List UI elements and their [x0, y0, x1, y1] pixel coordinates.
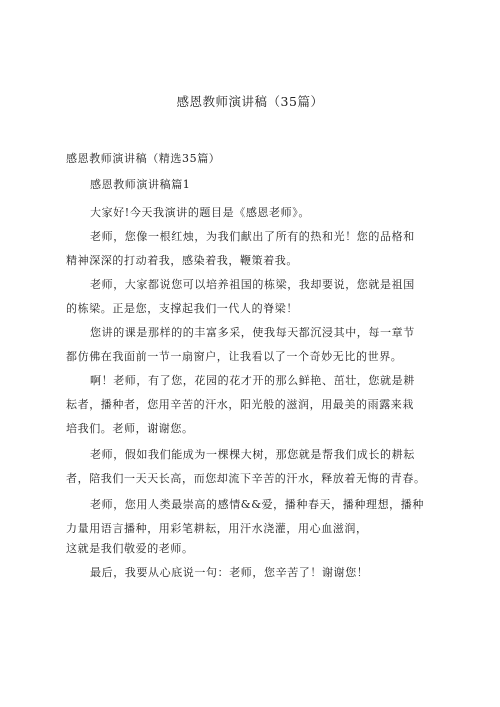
paragraph-line: 啊！老师，有了您，花园的花才开的那么鲜艳、茁壮，您就是耕 — [90, 374, 415, 387]
paragraph-line: 都仿佛在我面前一节一扇窗户，让我看以了一个奇妙无比的世界。 — [66, 350, 403, 363]
paragraph-line: 的栋梁。正是您，支撑起我们一代人的脊梁！ — [66, 302, 298, 315]
section-heading: 感恩教师演讲稿篇1 — [90, 178, 191, 191]
paragraph-line: 精神深深的打动着我，感染着我，鞭策着我。 — [66, 254, 298, 267]
paragraph-line: 老师，大家都说您可以培养祖国的栋梁，我却要说，您就是祖国 — [90, 278, 415, 291]
paragraph-line: 大家好!今天我演讲的题目是《感恩老师》。 — [90, 206, 310, 219]
document-title: 感恩教师演讲稿（35篇） — [176, 94, 324, 109]
subtitle: 感恩教师演讲稿（精选35篇） — [66, 152, 221, 165]
paragraph-line: 力量用语言播种，用彩笔耕耘，用汗水浇灌，用心血滋润， — [66, 522, 368, 535]
paragraph-line: 最后，我要从心底说一句：老师，您辛苦了！谢谢您！ — [90, 566, 369, 579]
paragraph-line: 老师，假如我们能成为一棵棵大树，那您就是帮我们成长的耕耘 — [90, 448, 415, 461]
paragraph-line: 老师，您用人类最崇高的感情&&爱，播种春天，播种理想，播种 — [90, 498, 424, 511]
paragraph-line: 老师，您像一根红烛，为我们献出了所有的热和光！您的品格和 — [90, 230, 415, 243]
paragraph-line: 耘者，播种者，您用辛苦的汗水，阳光般的滋润，用最美的雨露来栽 — [66, 398, 414, 411]
paragraph-line: 这就是我们敬爱的老师。 — [66, 542, 194, 555]
paragraph-line: 您讲的课是那样的的丰富多采，使我每天都沉浸其中，每一章节 — [90, 326, 415, 339]
paragraph-line: 者，陪我们一天天长高，而您却流下辛苦的汗水，释放着无悔的青春。 — [66, 472, 426, 485]
paragraph-line: 培我们。老师，谢谢您。 — [66, 422, 194, 435]
